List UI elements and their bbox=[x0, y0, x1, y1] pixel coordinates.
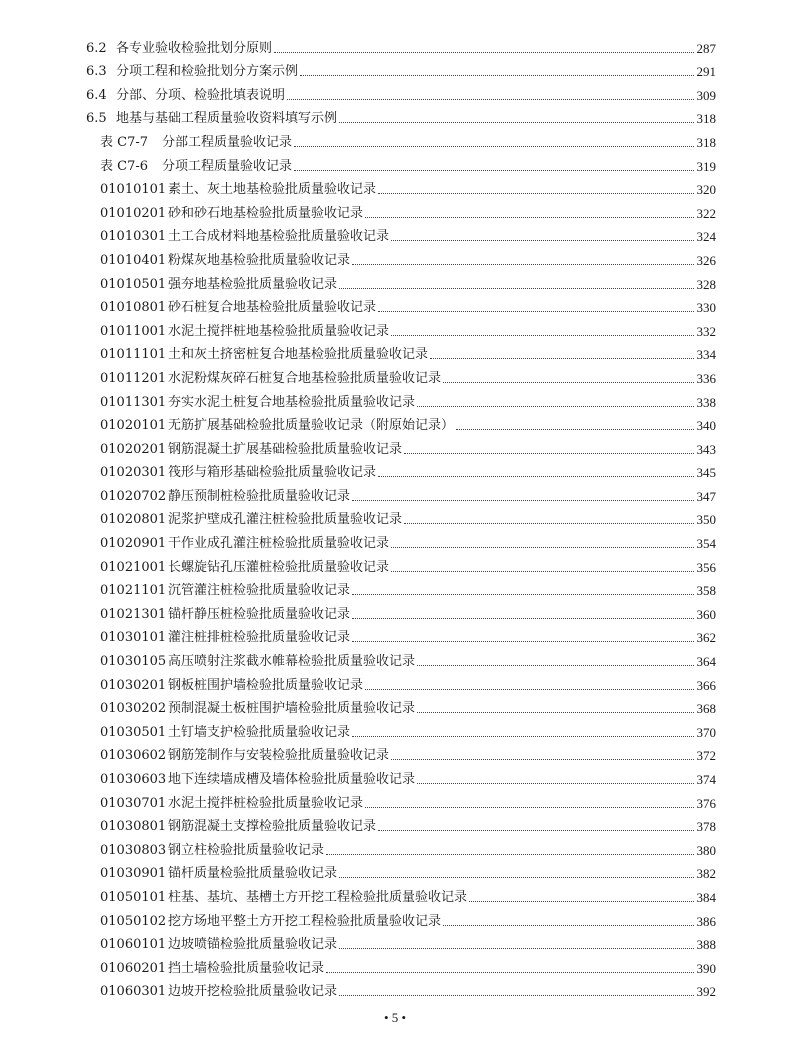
toc-entry-number: 01010301 bbox=[100, 229, 167, 245]
toc-entry-title: 沉管灌注桩检验批质量验收记录 bbox=[168, 583, 351, 599]
toc-entry-number: 01050101 bbox=[100, 889, 167, 905]
dot-leader bbox=[391, 334, 693, 336]
toc-entry-title: 地下连续墙成槽及墙体检验批质量验收记录 bbox=[168, 772, 416, 787]
dot-leader bbox=[391, 239, 693, 241]
toc-entry-title: 土和灰土挤密桩复合地基检验批质量验收记录 bbox=[168, 347, 429, 363]
toc-entry[interactable] bbox=[86, 222, 716, 246]
toc-entry-number: 01010101 bbox=[100, 182, 167, 198]
toc-entry-page: 319 bbox=[696, 158, 716, 174]
toc-entry-title: 长螺旋钻孔压灌桩检验批质量验收记录 bbox=[168, 559, 390, 575]
dot-leader bbox=[404, 522, 693, 524]
toc-entry-page: 392 bbox=[696, 984, 716, 1000]
toc-entry-title: 夯实水泥土桩复合地基检验批质量验收记录 bbox=[168, 394, 416, 410]
toc-entry-page: 358 bbox=[696, 583, 716, 599]
toc-entry-title: 锚杆静压桩检验批质量验收记录 bbox=[168, 606, 351, 622]
dot-leader bbox=[378, 192, 693, 194]
toc-entry[interactable] bbox=[86, 599, 716, 623]
toc-entry-number: 01011001 bbox=[100, 323, 167, 339]
toc-entry[interactable] bbox=[86, 269, 716, 293]
toc-entry-number: 01050102 bbox=[100, 913, 167, 929]
toc-entry[interactable] bbox=[86, 127, 716, 151]
toc-entry-number: 01020101 bbox=[100, 418, 167, 434]
toc-entry-page: 376 bbox=[696, 795, 716, 811]
toc-entry-number: 01010401 bbox=[100, 252, 167, 268]
toc-entry-title: 挡土墙检验批质量验收记录 bbox=[168, 960, 325, 976]
toc-entry-page: 291 bbox=[696, 64, 716, 80]
toc-entry-page: 326 bbox=[696, 252, 716, 268]
toc-entry[interactable] bbox=[86, 812, 716, 836]
dot-leader bbox=[326, 971, 693, 973]
toc-entry-title: 土工合成材料地基检验批质量验收记录 bbox=[168, 229, 390, 245]
toc-entry-number: 01020301 bbox=[100, 465, 167, 481]
toc-entry-number: 01060301 bbox=[100, 984, 167, 1000]
dot-leader bbox=[326, 853, 693, 855]
toc-entry-page: 390 bbox=[696, 960, 716, 976]
toc-entry-number: 6.4 bbox=[86, 87, 107, 103]
dot-leader bbox=[417, 664, 693, 666]
toc-entry[interactable] bbox=[86, 505, 716, 529]
toc-entry-page: 287 bbox=[696, 40, 716, 56]
dot-leader bbox=[443, 924, 693, 926]
toc-entry[interactable] bbox=[86, 387, 716, 411]
toc-entry[interactable] bbox=[86, 481, 716, 505]
toc-entry-page: 338 bbox=[696, 394, 716, 410]
toc-entry-number: 01010201 bbox=[100, 205, 167, 221]
toc-entry[interactable] bbox=[86, 741, 716, 765]
toc-entry-page: 328 bbox=[696, 276, 716, 292]
toc-entry-page: 318 bbox=[696, 111, 716, 127]
dot-leader bbox=[352, 640, 693, 642]
toc-entry[interactable] bbox=[86, 434, 716, 458]
toc-entry[interactable] bbox=[86, 576, 716, 600]
toc-entry-number: 01060201 bbox=[100, 960, 167, 976]
toc-entry-title: 静压预制桩检验批质量验收记录 bbox=[168, 488, 351, 504]
dot-leader bbox=[391, 570, 693, 572]
toc-entry-title: 砂和砂石地基检验批质量验收记录 bbox=[168, 205, 364, 221]
dot-leader bbox=[443, 381, 693, 383]
toc-entry[interactable] bbox=[86, 80, 716, 104]
toc-entry[interactable] bbox=[86, 646, 716, 670]
toc-entry-number: 01030602 bbox=[100, 748, 167, 764]
toc-entry-number: 01020201 bbox=[100, 441, 167, 457]
toc-entry-page: 336 bbox=[696, 370, 716, 386]
dot-leader bbox=[365, 216, 693, 218]
toc-entry-page: 343 bbox=[696, 441, 716, 457]
toc-entry-title: 素土、灰土地基检验批质量验收记录 bbox=[168, 182, 377, 198]
toc-entry-page: 350 bbox=[696, 512, 716, 528]
dot-leader bbox=[339, 876, 693, 878]
toc-entry-title: 挖方场地平整土方开挖工程检验批质量验收记录 bbox=[168, 913, 442, 929]
toc-entry-number: 01030603 bbox=[100, 772, 167, 787]
toc-entry-number: 01030201 bbox=[100, 677, 167, 693]
toc-entry-page: 366 bbox=[696, 677, 716, 693]
toc-entry-number: 01011101 bbox=[100, 347, 167, 363]
toc-entry-page: 318 bbox=[696, 134, 716, 150]
toc-entry-title: 钢筋混凝土支撑检验批质量验收记录 bbox=[168, 819, 377, 835]
dot-leader bbox=[352, 617, 693, 619]
toc-entry-title: 水泥粉煤灰碎石桩复合地基检验批质量验收记录 bbox=[168, 370, 442, 386]
dot-leader bbox=[365, 806, 693, 808]
toc-entry-title: 边坡开挖检验批质量验收记录 bbox=[168, 984, 338, 1000]
toc-entry-page: 354 bbox=[696, 536, 716, 552]
toc-entry-page: 370 bbox=[696, 724, 716, 740]
toc-entry-number: 01030803 bbox=[100, 842, 167, 858]
toc-entry[interactable] bbox=[86, 764, 716, 788]
toc-entry[interactable] bbox=[86, 104, 716, 128]
toc-entry[interactable] bbox=[86, 953, 716, 977]
toc-entry[interactable] bbox=[86, 930, 716, 954]
table-of-contents bbox=[86, 33, 716, 1000]
toc-entry-title: 分部工程质量验收记录 bbox=[162, 134, 293, 150]
toc-entry[interactable] bbox=[86, 316, 716, 340]
toc-entry-number: 表 C7-7 bbox=[100, 134, 149, 150]
toc-entry-number: 01011301 bbox=[100, 394, 167, 410]
dot-leader bbox=[274, 51, 693, 53]
toc-entry[interactable] bbox=[86, 552, 716, 576]
toc-entry-title: 钢立柱检验批质量验收记录 bbox=[168, 842, 325, 858]
toc-entry-number: 01010801 bbox=[100, 300, 167, 316]
dot-leader bbox=[339, 121, 693, 123]
toc-entry-number: 01060101 bbox=[100, 937, 167, 953]
toc-entry-title: 筏形与箱形基础检验批质量验收记录 bbox=[168, 465, 377, 481]
dot-leader bbox=[456, 428, 693, 430]
dot-leader bbox=[430, 357, 693, 359]
toc-entry-title: 水泥土搅拌桩地基检验批质量验收记录 bbox=[168, 323, 390, 339]
dot-leader bbox=[417, 405, 693, 407]
toc-entry-page: 364 bbox=[696, 654, 716, 670]
toc-entry-number: 6.3 bbox=[86, 64, 107, 80]
toc-entry-number: 6.2 bbox=[86, 40, 107, 56]
toc-entry-title: 预制混凝土板桩围护墙检验批质量验收记录 bbox=[168, 701, 416, 717]
dot-leader bbox=[378, 829, 693, 831]
toc-entry[interactable] bbox=[86, 293, 716, 317]
toc-entry-page: 374 bbox=[696, 772, 716, 787]
dot-leader bbox=[378, 310, 693, 312]
toc-entry[interactable] bbox=[86, 57, 716, 81]
dot-leader bbox=[287, 98, 693, 100]
toc-entry[interactable] bbox=[86, 788, 716, 812]
toc-entry-title: 钢筋混凝土扩展基础检验批质量验收记录 bbox=[168, 441, 403, 457]
toc-entry-page: 368 bbox=[696, 701, 716, 717]
toc-entry-number: 表 C7-6 bbox=[100, 158, 149, 174]
dot-leader bbox=[378, 475, 693, 477]
toc-entry-page: 322 bbox=[696, 205, 716, 221]
toc-entry[interactable] bbox=[86, 694, 716, 718]
dot-leader bbox=[300, 74, 693, 76]
toc-entry[interactable] bbox=[86, 906, 716, 930]
toc-entry-page: 360 bbox=[696, 606, 716, 622]
toc-entry-title: 分项工程和检验批划分方案示例 bbox=[116, 64, 299, 80]
toc-entry-page: 334 bbox=[696, 347, 716, 363]
toc-entry-page: 388 bbox=[696, 937, 716, 953]
toc-entry[interactable] bbox=[86, 882, 716, 906]
toc-entry[interactable] bbox=[86, 411, 716, 435]
toc-entry[interactable] bbox=[86, 835, 716, 859]
dot-leader bbox=[339, 994, 693, 996]
dot-leader bbox=[352, 735, 693, 737]
toc-entry-title: 无筋扩展基础检验批质量验收记录（附原始记录） bbox=[168, 418, 455, 434]
dot-leader bbox=[339, 287, 693, 289]
toc-entry[interactable] bbox=[86, 33, 716, 57]
toc-entry-title: 土钉墙支护检验批质量验收记录 bbox=[168, 724, 351, 740]
dot-leader bbox=[294, 169, 693, 171]
toc-entry[interactable] bbox=[86, 458, 716, 482]
toc-entry-title: 强夯地基检验批质量验收记录 bbox=[168, 276, 338, 292]
dot-leader bbox=[391, 758, 693, 760]
toc-entry-number: 01021101 bbox=[100, 583, 167, 599]
toc-entry-number: 01030901 bbox=[100, 866, 167, 882]
toc-entry-title: 粉煤灰地基检验批质量验收记录 bbox=[168, 252, 351, 268]
toc-entry-page: 320 bbox=[696, 182, 716, 198]
toc-entry-page: 347 bbox=[696, 488, 716, 504]
dot-leader bbox=[339, 947, 693, 949]
toc-entry-title: 水泥土搅拌桩检验批质量验收记录 bbox=[168, 795, 364, 811]
toc-entry-page: 332 bbox=[696, 323, 716, 339]
toc-entry[interactable] bbox=[86, 363, 716, 387]
toc-entry[interactable] bbox=[86, 623, 716, 647]
toc-entry-page: 345 bbox=[696, 465, 716, 481]
toc-entry[interactable] bbox=[86, 977, 716, 1001]
toc-entry-page: 372 bbox=[696, 748, 716, 764]
toc-entry[interactable] bbox=[86, 670, 716, 694]
toc-entry-page: 384 bbox=[696, 889, 716, 905]
toc-entry-title: 砂石桩复合地基检验批质量验收记录 bbox=[168, 300, 377, 316]
toc-entry-page: 380 bbox=[696, 842, 716, 858]
toc-entry-page: 386 bbox=[696, 913, 716, 929]
toc-entry-title: 灌注桩排桩检验批质量验收记录 bbox=[168, 630, 351, 646]
toc-entry[interactable] bbox=[86, 340, 716, 364]
toc-entry[interactable] bbox=[86, 245, 716, 269]
dot-leader bbox=[294, 145, 693, 147]
toc-entry-title: 干作业成孔灌注桩检验批质量验收记录 bbox=[168, 536, 390, 552]
dot-leader bbox=[352, 263, 693, 265]
toc-entry[interactable] bbox=[86, 198, 716, 222]
toc-entry-number: 01030701 bbox=[100, 795, 167, 811]
toc-entry-title: 钢筋笼制作与安装检验批质量验收记录 bbox=[168, 748, 390, 764]
toc-entry[interactable] bbox=[86, 528, 716, 552]
toc-entry-page: 324 bbox=[696, 229, 716, 245]
toc-entry-number: 01030202 bbox=[100, 701, 167, 717]
toc-entry-page: 340 bbox=[696, 418, 716, 434]
toc-entry-title: 各专业验收检验批划分原则 bbox=[116, 40, 273, 56]
toc-entry-title: 泥浆护壁成孔灌注桩检验批质量验收记录 bbox=[168, 512, 403, 528]
toc-entry-number: 01010501 bbox=[100, 276, 167, 292]
toc-entry-title: 分部、分项、检验批填表说明 bbox=[116, 87, 286, 103]
toc-entry-title: 高压喷射注浆截水帷幕检验批质量验收记录 bbox=[168, 654, 416, 670]
toc-entry-number: 01030101 bbox=[100, 630, 167, 646]
toc-entry-title: 柱基、基坑、基槽土方开挖工程检验批质量验收记录 bbox=[168, 889, 468, 905]
toc-entry[interactable] bbox=[86, 175, 716, 199]
toc-entry-page: 356 bbox=[696, 559, 716, 575]
toc-entry[interactable] bbox=[86, 859, 716, 883]
toc-entry-number: 01030105 bbox=[100, 654, 167, 670]
toc-entry-title: 锚杆质量检验批质量验收记录 bbox=[168, 866, 338, 882]
toc-entry-number: 01020901 bbox=[100, 536, 167, 552]
toc-entry-number: 01021301 bbox=[100, 606, 167, 622]
toc-entry-title: 地基与基础工程质量验收资料填写示例 bbox=[116, 111, 338, 127]
dot-leader bbox=[352, 499, 693, 501]
toc-entry-number: 6.5 bbox=[86, 111, 107, 127]
toc-entry-page: 378 bbox=[696, 819, 716, 835]
toc-entry-page: 330 bbox=[696, 300, 716, 316]
toc-entry-number: 01020702 bbox=[100, 488, 167, 504]
dot-leader bbox=[417, 782, 693, 784]
toc-entry-number: 01021001 bbox=[100, 559, 167, 575]
toc-entry-title: 边坡喷锚检验批质量验收记录 bbox=[168, 937, 338, 953]
dot-leader bbox=[404, 452, 693, 454]
toc-entry-page: 382 bbox=[696, 866, 716, 882]
toc-entry-number: 01020801 bbox=[100, 512, 167, 528]
toc-entry-title: 分项工程质量验收记录 bbox=[162, 158, 293, 174]
toc-entry-number: 01030501 bbox=[100, 724, 167, 740]
toc-entry[interactable] bbox=[86, 717, 716, 741]
dot-leader bbox=[469, 900, 693, 902]
toc-entry-number: 01030801 bbox=[100, 819, 167, 835]
dot-leader bbox=[365, 688, 693, 690]
toc-entry-page: 309 bbox=[696, 87, 716, 103]
toc-entry-title: 钢板桩围护墙检验批质量验收记录 bbox=[168, 677, 364, 693]
toc-entry-number: 01011201 bbox=[100, 370, 167, 386]
dot-leader bbox=[352, 593, 693, 595]
toc-entry[interactable] bbox=[86, 151, 716, 175]
dot-leader bbox=[417, 711, 693, 713]
page-number: • 5 • bbox=[383, 1010, 407, 1025]
toc-entry-page: 362 bbox=[696, 630, 716, 646]
dot-leader bbox=[391, 546, 693, 548]
